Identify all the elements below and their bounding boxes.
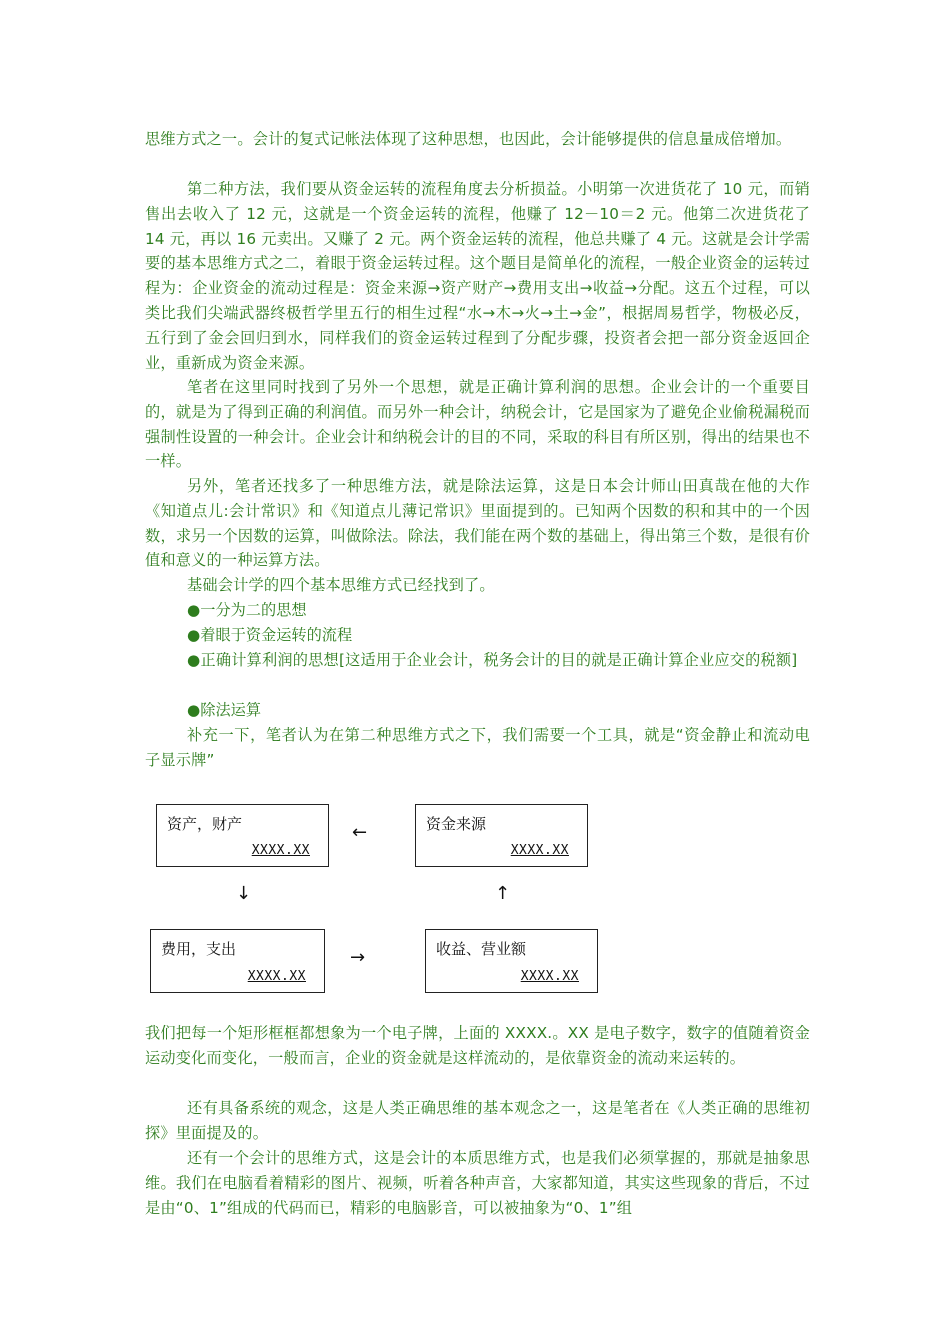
arrow-right-icon: → [350, 947, 366, 968]
paragraph-2: 第二种方法，我们要从资金运转的流程角度去分析损益。小明第一次进货花了 10 元，而销售出去收入了 12 元，这就是一个资金运转的流程，他赚了 12－10＝2 元。他第二次进货花了 14 元，再以 16 元卖出。又赚了 2 元。两个资金运转的流程，他总共赚了 4 元。这就是会计学需要的基本思维方式之二，着眼于资金运转过程。这个题目是简单化的流程，一般企业资金的运转过程为：企业资金的流动过程是：资金来源→资产财产→费用支出→收益→分配。这五个过程，可以类比我们尖端武器终极哲学里五行的相生过程“水→木→火→土→金”，根据周易哲学，物极必反，五行到了金会回归到水，同样我们的资金运转过程到了分配步骤，投资者会把一部分资金返回企业，重新成为资金来源。 [145, 180, 810, 372]
paragraph-4: 另外，笔者还找多了一种思维方法，就是除法运算，这是日本会计师山田真哉在他的大作《知道点儿:会计常识》和《知道点儿薄记常识》里面提到的。已知两个因数的积和其中的一个因数，求另一个因数的运算，叫做除法。除法，我们能在两个数的基础上，得出第三个数，是很有价值和意义的一种运算方法。 [145, 477, 810, 570]
paragraph-6: 补充一下，笔者认为在第二种思维方式之下，我们需要一个工具，就是“资金静止和流动电子显示牌” [145, 726, 810, 769]
box-value: XXXX.XX [520, 969, 579, 984]
box-title: 资产，财产 [167, 815, 243, 833]
bullet-icon: ● [187, 651, 201, 669]
paragraph-3: 笔者在这里同时找到了另外一个思想，就是正确计算利润的思想。企业会计的一个重要目的，就是为了得到正确的利润值。而另外一种会计，纳税会计，它是国家为了避免企业偷税漏税而强制性设置的一种会计。企业会计和纳税会计的目的不同，采取的科目有所区别，得出的结果也不一样。 [145, 378, 810, 471]
bullet-icon: ● [187, 701, 201, 719]
bullet-icon: ● [187, 601, 201, 619]
box-funding-source [415, 804, 588, 867]
bullet-item-3: ●正确计算利润的思想[这适用于企业会计，税务会计的目的就是正确计算企业应交的税额] [187, 651, 798, 669]
box-title: 费用，支出 [161, 940, 237, 958]
box-title: 资金来源 [426, 815, 487, 833]
paragraph-8: 还有具备系统的观念，这是人类正确思维的基本观念之一，这是笔者在《人类正确的思维初探》里面提及的。 [145, 1099, 810, 1142]
paragraph-5: 基础会计学的四个基本思维方式已经找到了。 [187, 576, 495, 594]
box-value: XXXX.XX [510, 843, 569, 858]
paragraph-1: 思维方式之一。会计的复式记帐法体现了这种思想，也因此，会计能够提供的信息量成倍增加。 [145, 130, 792, 148]
box-revenue [425, 929, 598, 993]
arrow-up-icon: ↑ [495, 883, 511, 904]
arrow-down-icon: ↓ [236, 883, 252, 904]
arrow-left-icon: ← [352, 822, 368, 843]
paragraph-9: 还有一个会计的思维方式，这是会计的本质思维方式，也是我们必须掌握的，那就是抽象思维。我们在电脑看着精彩的图片、视频，听着各种声音，大家都知道，其实这些现象的背后，不过是由“0、1”组成的代码而已，精彩的电脑影音，可以被抽象为“0、1”组 [145, 1149, 810, 1217]
box-title: 收益、营业额 [436, 940, 527, 958]
box-assets [156, 804, 329, 867]
box-expenses [150, 929, 325, 993]
bullet-item-2: ●着眼于资金运转的流程 [187, 626, 353, 644]
box-value: XXXX.XX [251, 843, 310, 858]
bullet-item-4: ●除法运算 [187, 701, 262, 719]
bullet-icon: ● [187, 626, 201, 644]
box-value: XXXX.XX [247, 969, 306, 984]
paragraph-7: 我们把每一个矩形框框都想象为一个电子牌，上面的 XXXX.。XX 是电子数字，数字的值随着资金运动变化而变化，一般而言，企业的资金就是这样流动的，是依靠资金的流动来运转的。 [145, 1024, 810, 1067]
bullet-item-1: ●一分为二的思想 [187, 601, 307, 619]
